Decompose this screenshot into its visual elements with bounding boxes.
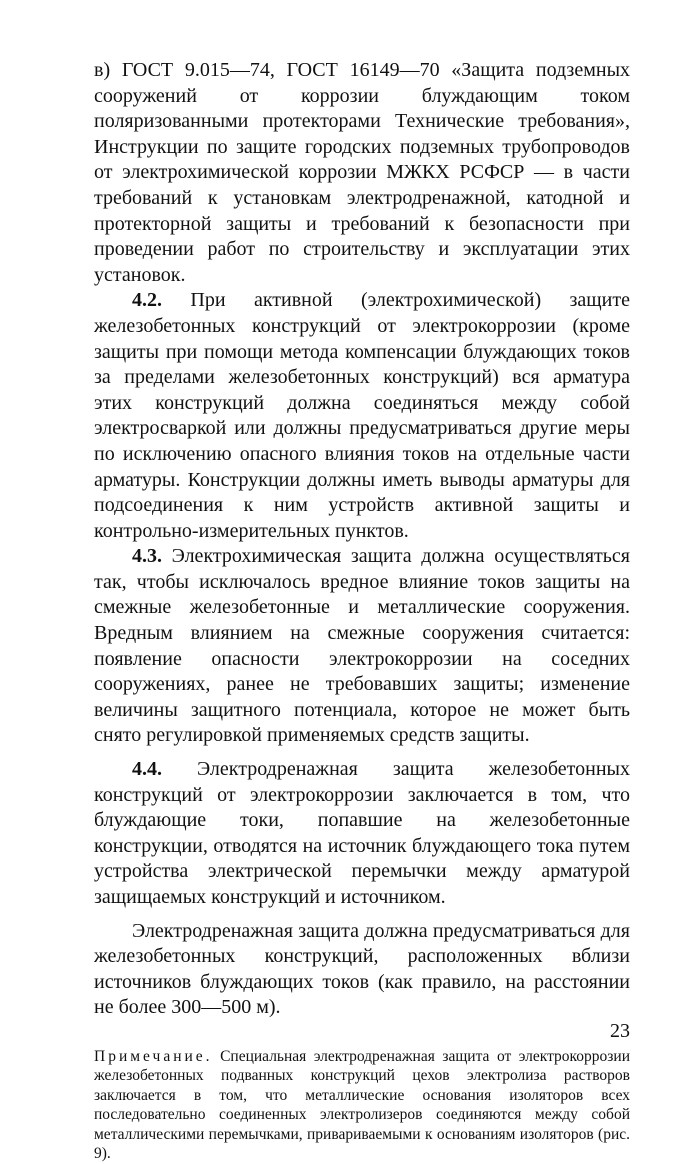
paragraph-text: Электродренажная защита железобетонных конструкций от электрокоррозии заключается в том, что блуждающие токи, попавшие на железобетонные конструкции, отводятся на источник блуждающего тока путем устройства электрической перемычки между арматурой защищаемых конструкций и источником. — [94, 758, 630, 908]
paragraph-drainage — [94, 919, 630, 1021]
paragraph-text: Электрохимическая защита должна осуществляться так, чтобы исключалось вредное влияние токов защиты на смежные железобетонные и металлические сооружения. Вредным влиянием на смежные сооружения считается: появление опасности электрокоррозии на соседних сооружениях, ранее не требовавших защиты; изменение величины защитного потенциала, которое не может быть снято регулировкой применяемых средств защиты. — [94, 545, 630, 747]
paragraph-text: в) ГОСТ 9.015—74, ГОСТ 16149—70 «Защита подземных сооружений от коррозии блуждающим током поляризованными протекторами Технические требования», Инструкции по защите городских подземных трубопроводов от электрохимической коррозии МЖКХ РСФСР — в части требований к установкам электродренажной, катодной и протекторной защиты и требований к безопасности при проведении работ по строительству и эксплуатации этих установок. — [94, 59, 630, 286]
paragraph-4-4 — [94, 757, 630, 911]
paragraph-4-2 — [94, 288, 630, 544]
page-content — [94, 58, 630, 1164]
note-label: Примечание. — [94, 1047, 213, 1065]
paragraph-text: При активной (электрохимической) защите железобетонных конструкций от электрокоррозии (кроме защиты при помощи метода компенсации блуждающих токов за пределами железобетонных конструкций) вся арматура этих конструкций должна соединяться между собой электросваркой или должны предусматриваться другие меры по исключению опасного влияния токов на отдельные части арматуры. Конструкции должны иметь выводы арматуры для подсоединения к ним устройств активной защиты и контрольно-измерительных пунктов. — [94, 289, 630, 542]
paragraph-text: Электродренажная защита должна предусматриваться для железобетонных конструкций, расположенных вблизи источников блуждающих токов (как правило, на расстоянии не более 300—500 м). — [94, 919, 630, 1019]
section-number: 4.2. — [132, 289, 162, 312]
section-number: 4.3. — [132, 545, 162, 568]
note-text: Специальная электродренажная защита от электрокоррозии железобетонных подванных конструкций цехов электролиза растворов заключается в том, что металлические основания изоляторов всех последовательно соединенных электролизеров соединяются между собой металлическими перемычками, привариваемыми к основаниям изоляторов (рис. 9). — [94, 1047, 631, 1163]
body-text — [94, 58, 630, 1021]
paragraph-item-v — [94, 58, 630, 288]
section-number: 4.4. — [132, 758, 162, 781]
paragraph-4-3 — [94, 544, 630, 749]
page-number: 23 — [610, 1020, 630, 1042]
note — [94, 1047, 630, 1164]
